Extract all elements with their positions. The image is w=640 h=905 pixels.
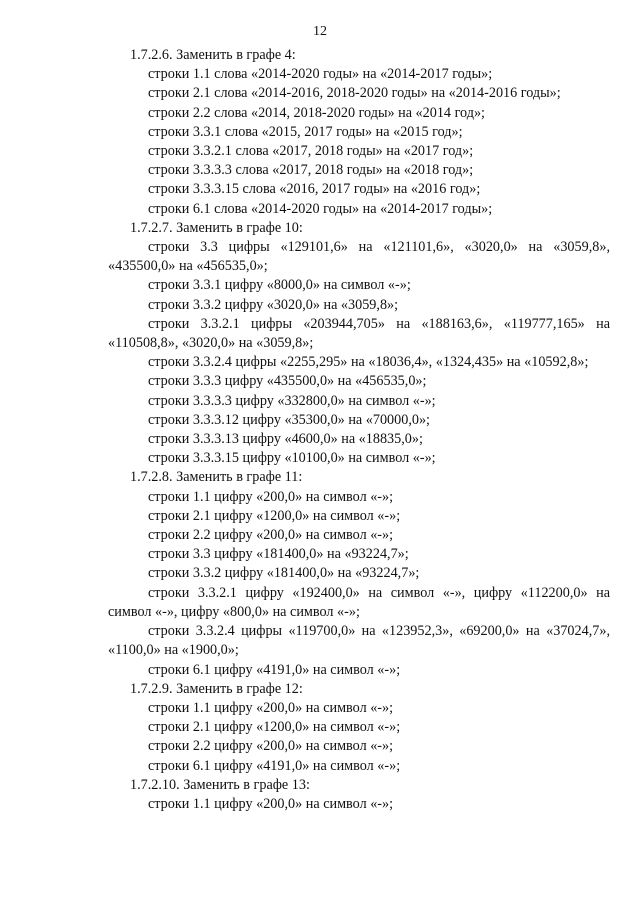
amendment-line: строки 3.3.2 цифру «3020,0» на «3059,8»; bbox=[148, 296, 399, 313]
amendment-line: строки 3.3.3.12 цифру «35300,0» на «70000,0»; bbox=[148, 411, 430, 428]
amendment-line: строки 2.1 цифру «1200,0» на символ «-»; bbox=[148, 507, 401, 524]
amendment-line: строки 3.3.1 цифру «8000,0» на символ «-»; bbox=[148, 277, 411, 294]
amendment-line: строки 2.2 слова «2014, 2018-2020 годы» на «2014 год»; bbox=[148, 104, 485, 121]
page-number: 12 bbox=[313, 24, 327, 39]
amendment-line: строки 2.2 цифру «200,0» на символ «-»; bbox=[148, 738, 394, 755]
amendment-line: строки 3.3 цифры «129101,6» на «121101,6», «3020,0» на «3059,8», «435500,0» на «456535,0»; bbox=[108, 239, 610, 275]
document-body bbox=[108, 46, 610, 814]
amendment-line: строки 3.3.2.4 цифры «2255,295» на «18036,4», «1324,435» на «10592,8»; bbox=[148, 354, 589, 371]
amendment-line: строки 1.1 цифру «200,0» на символ «-»; bbox=[148, 795, 394, 812]
amendment-line: строки 3.3.3.3 слова «2017, 2018 годы» на «2018 год»; bbox=[148, 162, 474, 179]
amendment-line: строки 3.3.3.13 цифру «4600,0» на «18835,0»; bbox=[148, 431, 423, 448]
amendment-line: строки 3.3.3 цифру «435500,0» на «456535,0»; bbox=[148, 373, 427, 390]
amendment-line: строки 3.3 цифру «181400,0» на «93224,7»; bbox=[148, 546, 409, 563]
amendment-line: строки 3.3.3.15 слова «2016, 2017 годы» на «2016 год»; bbox=[148, 181, 481, 198]
section-heading: 1.7.2.10. Заменить в графе 13: bbox=[130, 776, 310, 793]
section-heading: 1.7.2.9. Заменить в графе 12: bbox=[130, 680, 303, 697]
amendment-line: строки 3.3.2.1 цифры «203944,705» на «188163,6», «119777,165» на «110508,8», «3020,0» на «3059,8»; bbox=[108, 315, 610, 352]
amendment-line: строки 6.1 цифру «4191,0» на символ «-»; bbox=[148, 661, 401, 678]
section-heading: 1.7.2.6. Заменить в графе 4: bbox=[130, 47, 296, 63]
amendment-line: строки 2.1 слова «2014-2016, 2018-2020 годы» на «2014-2016 годы»; bbox=[148, 85, 561, 102]
amendment-line: строки 6.1 слова «2014-2020 годы» на «2014-2017 годы»; bbox=[148, 200, 493, 217]
amendment-line: строки 3.3.1 слова «2015, 2017 годы» на «2015 год»; bbox=[148, 123, 463, 140]
amendment-line: строки 2.1 цифру «1200,0» на символ «-»; bbox=[148, 719, 401, 736]
amendment-line: строки 3.3.3.15 цифру «10100,0» на символ «-»; bbox=[148, 450, 436, 467]
amendment-line: строки 3.3.2.1 цифру «192400,0» на символ «-», цифру «112200,0» на символ «-», цифру «800,0» на символ «-»; bbox=[108, 584, 610, 620]
section-heading: 1.7.2.8. Заменить в графе 11: bbox=[130, 469, 303, 486]
amendment-line: строки 2.2 цифру «200,0» на символ «-»; bbox=[148, 527, 394, 544]
amendment-line: строки 3.3.3.3 цифру «332800,0» на символ «-»; bbox=[148, 392, 436, 409]
amendment-line: строки 1.1 слова «2014-2020 годы» на «2014-2017 годы»; bbox=[148, 66, 493, 83]
section-heading: 1.7.2.7. Заменить в графе 10: bbox=[130, 219, 303, 236]
amendment-line: строки 6.1 цифру «4191,0» на символ «-»; bbox=[148, 757, 401, 774]
amendment-line: строки 3.3.2 цифру «181400,0» на «93224,7»; bbox=[148, 565, 420, 582]
amendment-line: строки 3.3.2.4 цифры «119700,0» на «123952,3», «69200,0» на «37024,7», «1100,0» на «1900,0»; bbox=[108, 623, 610, 659]
amendment-line: строки 1.1 цифру «200,0» на символ «-»; bbox=[148, 488, 394, 505]
amendment-line: строки 1.1 цифру «200,0» на символ «-»; bbox=[148, 699, 394, 716]
amendment-line: строки 3.3.2.1 слова «2017, 2018 годы» на «2017 год»; bbox=[148, 143, 474, 160]
